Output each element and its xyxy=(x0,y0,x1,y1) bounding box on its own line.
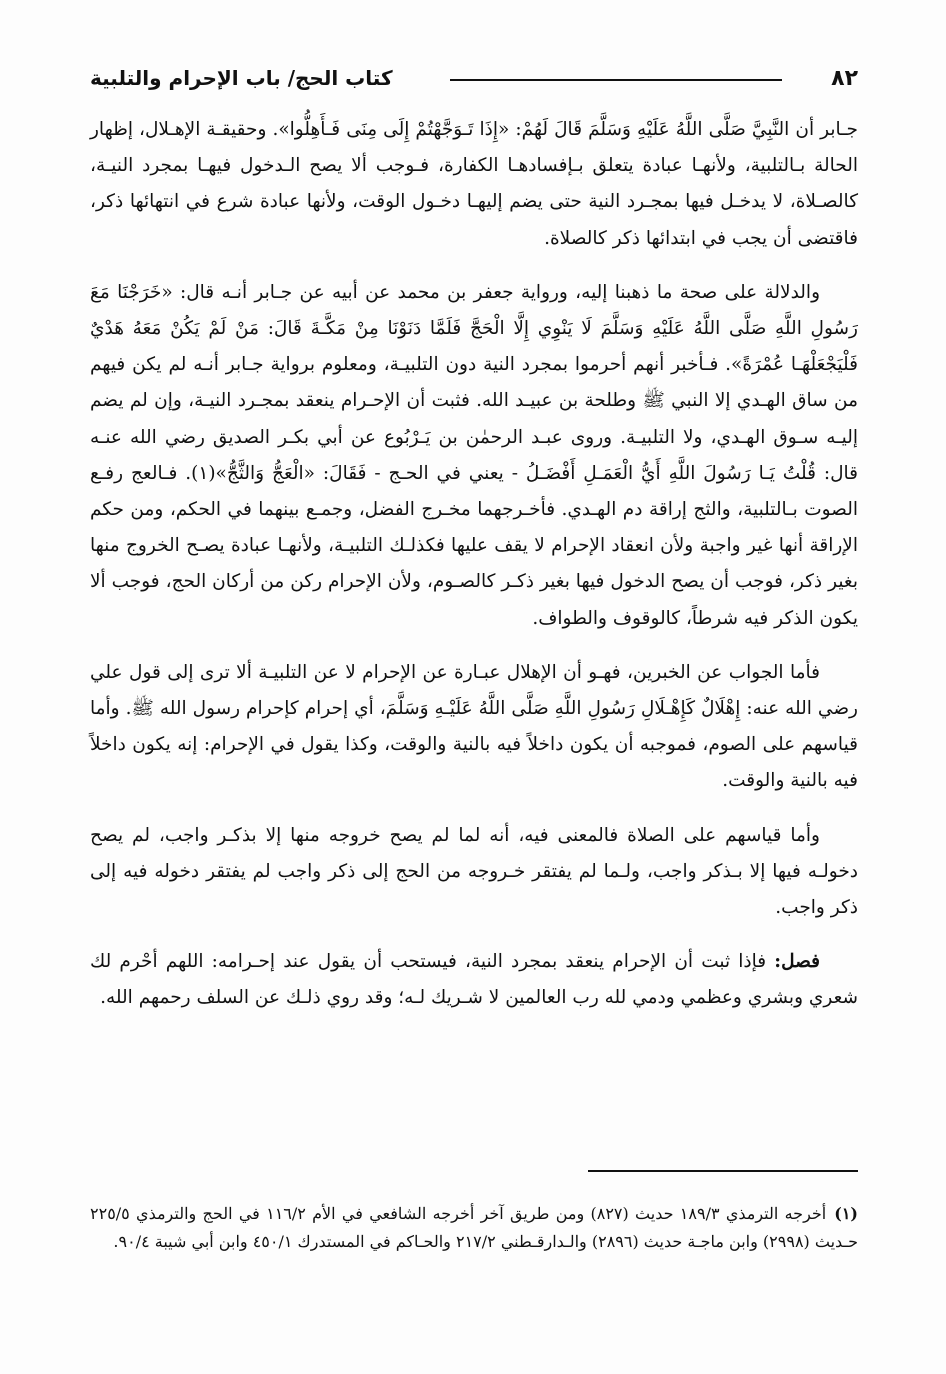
section-text: فإذا ثبت أن الإحرام ينعقد بمجرد النية، فيستحب أن يقول عند إحـرامه: اللهم أحْرم لك شعري وبشري وعظمي ودمي لله رب العالمين لا شـريك لـه؛ وقد روي ذلـك عن السلف رحمهم الله. xyxy=(90,951,858,1009)
paragraph: جـابر أن النَّبِيَّ صَلَّى اللَّهُ عَلَيْهِ وَسَلَّمَ قَالَ لَهُمْ: «إِذَا تَـوَجَّهْتُمْ إِلَى مِنَى فَـأَهِلُّوا». وحقيقـة الإهـلال، إظهار الحالة بـالتلبية، ولأنهـا عبادة يتعلق بـإفسادهـا الكفارة، فـوجب ألا يصح الـدخول فيهـا بمجرد النيـة، كالصـلاة، لا يدخـل فيها بمجـرد النية حتى يضم إليهـا دخـول الوقت، ولأنها عبادة شرع في انتهائها ذكر، فاقتضى أن يجب في ابتدائها ذكر كالصلاة. xyxy=(90,119,858,249)
page-number: ٨٢ xyxy=(831,66,858,91)
footnote-marker: (١) xyxy=(834,1204,858,1223)
footnote xyxy=(90,1200,858,1256)
page-header xyxy=(90,64,858,98)
paragraph: فأما الجواب عن الخبرين، فهـو أن الإهلال عبـارة عن الإحرام لا عن التلبيـة ألا ترى إلى قول علي رضي الله عنه: إِهْلَالٌ كَإِهْـلَالِ رَسُولِ اللَّهِ صَلَّى اللَّهُ عَلَيْـهِ وَسَلَّمَ، أي إحرام كإحرام رسول الله ﷺ. وأما قياسهم على الصوم، فموجبه أن يكون داخلاً فيه بالنية والوقت، وكذا يقول في الإحرام: إنه يكون داخلاً فيه بالنية والوقت. xyxy=(90,661,858,792)
paragraph: وأما قياسهم على الصلاة فالمعنى فيه، أنه لما لم يصح خروجه منها إلا بذكـر واجب، لم يصح دخولـه فيها إلا بـذكر واجب، ولـما لم يفتقر خـروجه من الحج إلى ذكر واجب لم يفتقر دخوله فيه إلى ذكر واجب. xyxy=(90,824,858,919)
footnote-rule xyxy=(588,1170,858,1172)
paragraph: والدلالة على صحة ما ذهبنا إليه، ورواية جعفر بن محمد عن أبيه عن جـابر أنـه قال: «خَرَجْنَا مَعَ رَسُولِ اللَّهِ صَلَّى اللَّهُ عَلَيْهِ وَسَلَّمَ لَا يَنْوِي إِلَّا الْحَجَّ فَلَمَّا دَنَوْنَا مِنْ مَكَّـةَ قَالَ: مَنْ لَمْ يَكُنْ مَعَهُ هَدْيٌ فَلْيَجْعَلْهَـا عُمْرَةً». فـأخبر أنهم أحرموا بمجرد النية دون التلبيـة، ومعلوم برواية جـابر أنـه لم يكن فيهم من ساق الهـدي إلا النبي ﷺ وطلحة بن عبيـد الله. فثبت أن الإحـرام ينعقد بمجـرد النيـة، وإن لم يضم إليـه سـوق الهـدي، ولا التلبيـة. وروى عبـد الرحمٰن بن يَـرْبُوع عن أبي بكـر الصديق رضي الله عنـه قال: قُلْتُ يَـا رَسُولَ اللَّهِ أَيُّ الْعَمَـلِ أَفْضَـلُ - يعني في الحـج - فَقَالَ: «الْعَجُّ وَالثَّجُّ»(١). فـالعج رفـع الصوت بـالتلبية، والثج إراقة دم الهـدي. فأخـرجهما مخـرج الفضل، وجمـع بينهما في الحكم، ومن حكم الإراقة أنها غير واجبة ولأن انعقاد الإحرام لا يقف عليها فكذلـك التلبيـة، ولأنهـا عبادة يصـح الخروج منها بغير ذكر، فوجب أن يصح الدخول فيها بغير ذكـر كالصـوم، ولأن الإحرام ركن من أركان الحج، فوجب ألا يكون الذكر فيه شرطاً، كالوقوف والطواف. xyxy=(90,281,859,629)
footnote-text: أخرجه الترمذي ١٨٩/٣ حديث (٨٢٧) ومن طريق آخر أخرجه الشافعي في الأم ١١٦/٢ في الحج والترمذي ٢٢٥/٥ حـديث (٢٩٩٨) وابن ماجـة حديث (٢٨٩٦) والـدارقـطني ٢١٧/٢ والحـاكم في المستدرك ٤٥٠/١ وابن أبي شيبة ٩٠/٤. xyxy=(90,1204,858,1251)
section-lead: فصل: xyxy=(774,951,820,973)
main-text xyxy=(90,112,858,1035)
running-title: كتاب الحج/ باب الإحرام والتلبية xyxy=(90,66,393,90)
header-rule xyxy=(450,79,782,81)
section-paragraph xyxy=(90,944,858,1016)
